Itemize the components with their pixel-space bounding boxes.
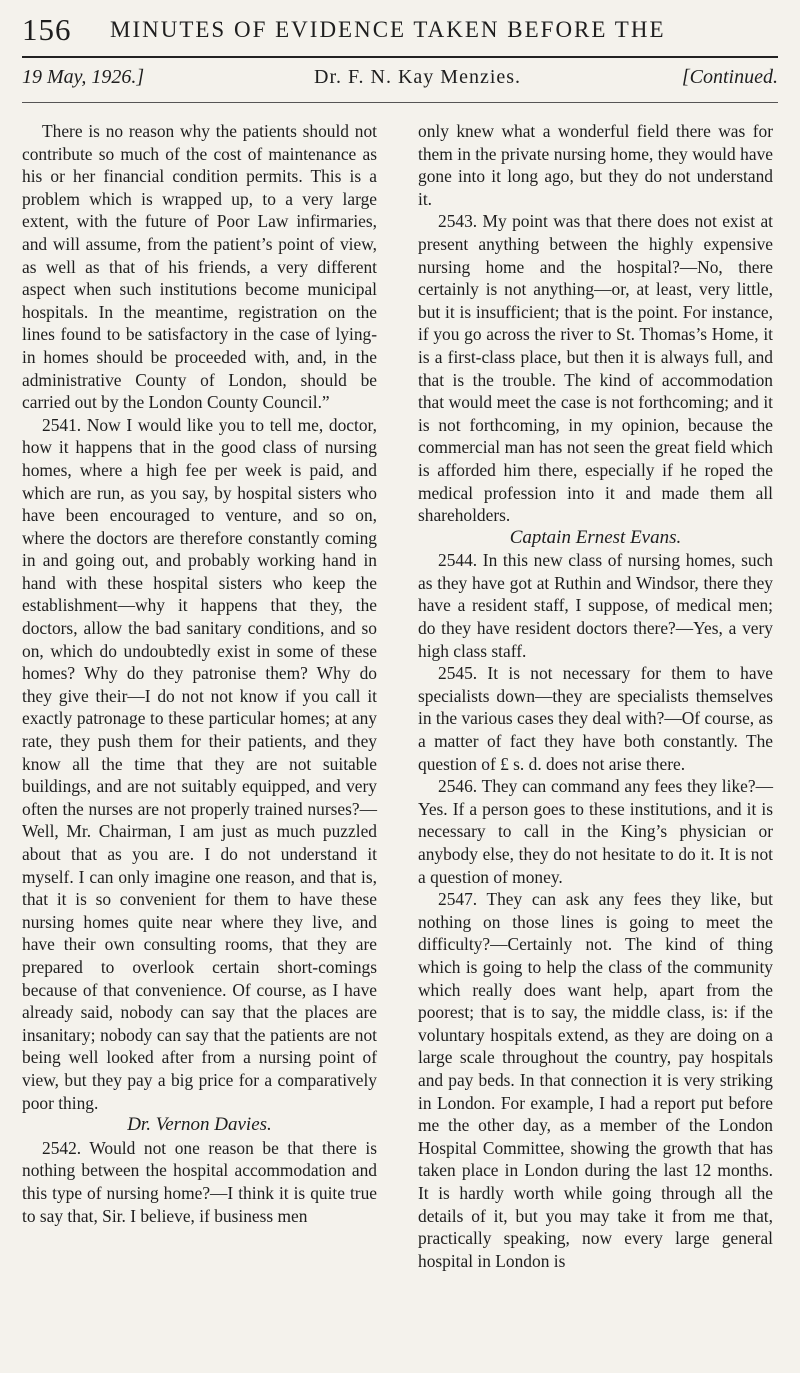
header-rule: [22, 56, 778, 58]
paragraph: 2541. Now I would like you to tell me, doctor, how it happens that in the good class of nursing homes, where a high fee per week is paid, and which are run, as you say, by hospital sisters who have been encouraged to venture, and so on, where the doctors are therefore constantly coming in and going out, and probably working hand in hand with these hospital sisters who keep the establishment—why it happens that they, the doctors, allow the bad sanitary conditions, and so on, which do undoubtedly exist in some of these homes? Why do they patronise them? Why do they give their—I do not not know if you call it exactly patronage to these particular homes; at any rate, they push them for their patients, and they know all the time that they are not suitable buildings, and are not suitably equipped, and very often the nurses are not properly trained nurses?—Well, Mr. Chairman, I am just as much puzzled about that as you are. I do not understand it myself. I can only imagine one reason, and that is, that it is so convenient for them to have these nursing homes quite near where they live, and have their own consulting rooms, that they are prepared to overlook certain short-comings because of that convenience. Of course, as I have already said, nobody can say that the places are insanitary; nobody can say that the patients are not being well looked after from a nursing point of view, but they pay a big price for a comparatively poor thing.: [22, 414, 377, 1113]
paragraph: 2543. My point was that there does not exist at present anything between the highly expensive nursing home and the hospital?—No, there certainly is not anything—or, at least, very little, but it is insufficient; that is the point. For instance, if you go across the river to St. Thomas’s Home, it is a first-class place, but then it is always full, and that is the trouble. The kind of accommodation that would meet the case is not forthcoming; and it is not forthcoming, in my opinion, because the commercial man has not seen the great field which is afforded him there, especially if he roped the medical profession into it and made them all shareholders.: [418, 211, 773, 526]
witness-heading: Captain Ernest Evans.: [509, 526, 682, 548]
paragraph: There is no reason why the patients should not contribute so much of the cost of maintenance as his or her financial condition permits. This is a problem which is wrapped up, to a very large extent, with the future of Poor Law infirmaries, and will assume, from the patient’s point of view, as well as that of his friends, a very different aspect when such institutions become municipal hospitals. In the meantime, registration on the lines found to be satisfactory in the case of lying-in homes should be proceeded with, and, in the administrative County of London, should be carried out by the London County Council.”: [22, 121, 377, 413]
subheader: [22, 66, 778, 96]
paragraph: 2547. They can ask any fees they like, but nothing on those lines is going to meet the difficulty?—Certainly not. The kind of thing which is going to help the class of the community which really does want help, apart from the poorest; that is to say, the middle class, is: if the voluntary hospitals extend, as they are doing on a large scale throughout the country, pay hospitals and pay beds. In that connection it is very striking in London. For example, I had a report put before me the other day, as a member of the London Hospital Committee, showing the growth that has taken place in London during the last 12 months. It is hardly worth while going through all the details of it, but you may take it from me that, practically speaking, now every large general hospital in London is: [418, 889, 773, 1271]
subheader-rule: [22, 102, 778, 103]
session-date: 19 May, 1926.]: [22, 66, 145, 88]
witness-name: Dr. F. N. Kay Menzies.: [314, 66, 522, 88]
paragraph: 2546. They can command any fees they like?—Yes. If a person goes to these institutions, and it is necessary to call in the King’s physician or anybody else, they do not hesitate to do it. It is not a question of money.: [418, 776, 773, 887]
continued-label: [Continued.: [681, 66, 778, 88]
running-title: MINUTES OF EVIDENCE TAKEN BEFORE THE: [110, 17, 666, 42]
paragraph: 2542. Would not one reason be that there is nothing between the hospital accommodation and this type of nursing home?—I think it is quite true to say that, Sir. I believe, if business men: [22, 1137, 377, 1226]
right-column: [418, 120, 773, 1272]
running-header: [22, 12, 778, 52]
paragraph: 2545. It is not necessary for them to have specialists down—they are specialists themselves in the various cases they deal with?—Of course, as a matter of fact they have both constantly. The question of £ s. d. does not arise there.: [418, 663, 773, 774]
paragraph: only knew what a wonderful field there was for them in the private nursing home, they would have gone into it long ago, but they do not understand it.: [418, 121, 773, 209]
left-column: [22, 120, 377, 1227]
witness-heading: Dr. Vernon Davies.: [127, 1114, 272, 1136]
page-number: 156: [22, 12, 72, 47]
paragraph: 2544. In this new class of nursing homes, such as they have got at Ruthin and Windsor, there they have a resident staff, I suppose, of medical men; do they have resident doctors there?—Yes, a very high class staff.: [418, 550, 773, 661]
